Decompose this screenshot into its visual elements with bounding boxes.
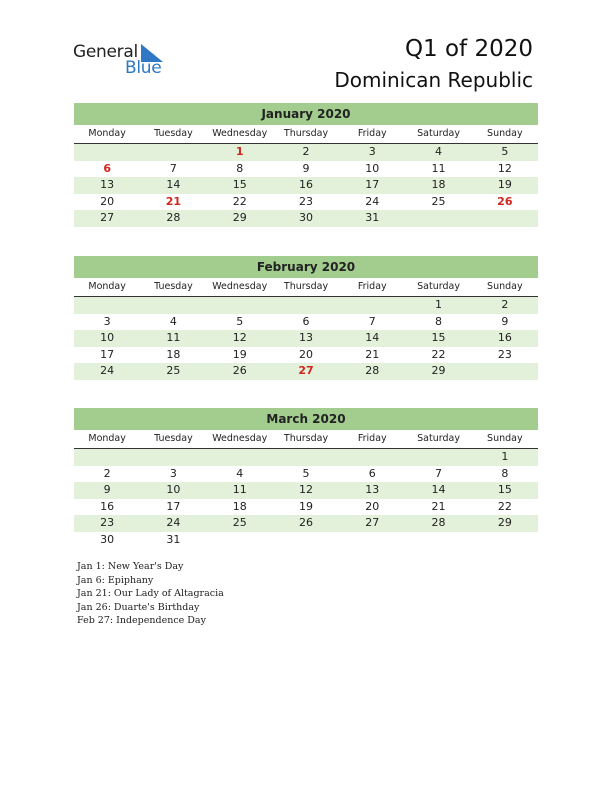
day-cell <box>472 363 538 380</box>
week-row <box>74 363 538 380</box>
holiday-note: Jan 1: New Year's Day <box>77 561 184 572</box>
weekday-label: Monday <box>88 281 126 292</box>
day-cell <box>74 297 140 314</box>
day-cell <box>405 532 471 549</box>
weekday-label: Wednesday <box>212 433 268 444</box>
weekday-label: Sunday <box>487 281 523 292</box>
day-cell <box>405 449 471 466</box>
day-cell: 2 <box>501 298 509 311</box>
weekday-label: Monday <box>88 433 126 444</box>
holiday-note: Jan 6: Epiphany <box>77 574 154 586</box>
day-cell: 4 <box>236 466 244 480</box>
month-header: February 2020 <box>74 256 538 278</box>
day-cell: 1 <box>235 145 244 158</box>
day-cell <box>207 449 273 466</box>
weekday-label: Thursday <box>283 281 329 292</box>
day-cell: 12 <box>232 331 247 345</box>
day-cell: 19 <box>497 178 512 192</box>
day-cell: 18 <box>431 178 446 192</box>
day-cell: 12 <box>298 483 313 497</box>
holiday-notes <box>77 560 224 628</box>
day-cell <box>273 449 339 466</box>
day-cell: 9 <box>501 314 509 328</box>
day-cell: 16 <box>497 331 512 345</box>
holiday-note: Jan 21: Our Lady of Altagracia <box>77 588 224 600</box>
week-row <box>74 194 538 211</box>
day-cell: 18 <box>232 499 247 513</box>
day-cell: 5 <box>236 314 244 328</box>
weeks <box>74 297 538 380</box>
month-header: January 2020 <box>74 103 538 125</box>
day-cell <box>273 297 339 314</box>
generalblue-logo <box>73 42 183 82</box>
weekday-label: Friday <box>357 128 387 139</box>
day-cell: 24 <box>166 516 181 530</box>
day-cell: 20 <box>100 194 115 208</box>
weeks <box>74 144 538 227</box>
day-cell: 30 <box>298 211 313 225</box>
day-cell: 21 <box>365 347 380 361</box>
day-cell <box>472 532 538 549</box>
day-cell: 3 <box>368 145 376 158</box>
day-cell <box>140 297 206 314</box>
day-cell: 19 <box>298 499 313 513</box>
day-cell: 25 <box>166 364 181 378</box>
month-calendar-february <box>74 256 538 380</box>
day-cell: 8 <box>236 161 244 175</box>
day-cell: 26 <box>497 194 513 208</box>
day-cell <box>339 532 405 549</box>
week-row <box>74 515 538 532</box>
weekday-label: Saturday <box>417 281 460 292</box>
day-cell: 20 <box>365 499 380 513</box>
day-cell: 11 <box>431 161 446 175</box>
weekday-label: Thursday <box>283 433 329 444</box>
day-cell: 29 <box>497 516 512 530</box>
day-cell: 15 <box>431 331 446 345</box>
day-cell: 3 <box>169 466 177 480</box>
weekday-label: Wednesday <box>212 128 268 139</box>
day-cell: 28 <box>365 364 380 378</box>
day-cell: 21 <box>165 194 182 208</box>
day-cell: 11 <box>166 331 181 345</box>
week-row <box>74 210 538 227</box>
day-cell: 7 <box>169 161 177 175</box>
day-cell <box>140 449 206 466</box>
day-cell: 27 <box>298 364 314 378</box>
weeks <box>74 449 538 549</box>
day-cell: 6 <box>368 466 376 480</box>
day-cell: 22 <box>232 194 247 208</box>
day-cell: 17 <box>166 499 181 513</box>
weekday-header-row <box>74 430 538 449</box>
day-cell <box>472 210 538 227</box>
weekday-header-row <box>74 125 538 144</box>
day-cell: 28 <box>166 211 181 225</box>
day-cell: 17 <box>100 347 115 361</box>
day-cell: 13 <box>365 483 380 497</box>
weekday-label: Tuesday <box>154 128 193 139</box>
weekday-label: Wednesday <box>212 281 268 292</box>
day-cell: 23 <box>298 194 313 208</box>
holiday-note: Feb 27: Independence Day <box>77 615 206 627</box>
day-cell <box>273 532 339 549</box>
day-cell <box>74 449 140 466</box>
day-cell: 11 <box>232 483 247 497</box>
day-cell: 27 <box>100 211 115 225</box>
day-cell: 3 <box>103 314 111 328</box>
week-row <box>74 297 538 314</box>
month-calendar-march <box>74 408 538 549</box>
weekday-label: Saturday <box>417 433 460 444</box>
day-cell: 7 <box>368 314 376 328</box>
day-cell: 24 <box>365 194 380 208</box>
day-cell <box>74 144 140 161</box>
day-cell: 22 <box>431 347 446 361</box>
month-calendar-january <box>74 103 538 227</box>
week-row <box>74 499 538 516</box>
day-cell: 28 <box>431 516 446 530</box>
day-cell: 14 <box>166 178 181 192</box>
day-cell <box>339 297 405 314</box>
day-cell: 26 <box>232 364 247 378</box>
day-cell: 5 <box>501 145 509 158</box>
day-cell: 14 <box>431 483 446 497</box>
day-cell: 6 <box>103 161 111 175</box>
weekday-label: Sunday <box>487 128 523 139</box>
day-cell: 22 <box>497 499 512 513</box>
day-cell: 13 <box>298 331 313 345</box>
logo-text-general: General <box>73 42 138 62</box>
day-cell: 14 <box>365 331 380 345</box>
day-cell: 4 <box>169 314 177 328</box>
day-cell <box>339 449 405 466</box>
day-cell: 25 <box>232 516 247 530</box>
day-cell <box>207 297 273 314</box>
day-cell: 23 <box>100 516 115 530</box>
day-cell: 9 <box>103 483 111 497</box>
day-cell: 19 <box>232 347 247 361</box>
day-cell: 12 <box>497 161 512 175</box>
day-cell: 10 <box>365 161 380 175</box>
day-cell <box>140 144 206 161</box>
weekday-label: Friday <box>357 281 387 292</box>
day-cell: 25 <box>431 194 446 208</box>
day-cell: 9 <box>302 161 310 175</box>
day-cell: 5 <box>302 466 310 480</box>
weekday-label: Sunday <box>487 433 523 444</box>
day-cell: 2 <box>103 466 111 480</box>
day-cell: 26 <box>298 516 313 530</box>
week-row <box>74 482 538 499</box>
day-cell: 1 <box>435 298 443 311</box>
day-cell: 16 <box>100 499 115 513</box>
week-row <box>74 161 538 178</box>
day-cell: 31 <box>365 211 380 225</box>
day-cell: 20 <box>298 347 313 361</box>
week-row <box>74 314 538 331</box>
week-row <box>74 449 538 466</box>
day-cell: 23 <box>497 347 512 361</box>
day-cell <box>405 210 471 227</box>
week-row <box>74 466 538 483</box>
month-header: March 2020 <box>74 408 538 430</box>
day-cell: 8 <box>435 314 443 328</box>
weekday-label: Thursday <box>283 128 329 139</box>
day-cell: 4 <box>435 145 443 158</box>
weekday-label: Monday <box>88 128 126 139</box>
week-row <box>74 532 538 549</box>
holiday-note: Jan 26: Duarte's Birthday <box>77 601 200 613</box>
day-cell: 8 <box>501 466 509 480</box>
weekday-label: Friday <box>357 433 387 444</box>
day-cell <box>207 532 273 549</box>
day-cell: 7 <box>435 466 443 480</box>
day-cell: 10 <box>166 483 181 497</box>
country-name: Dominican Republic <box>334 68 533 92</box>
week-row <box>74 347 538 364</box>
day-cell: 29 <box>431 364 446 378</box>
day-cell: 30 <box>100 532 115 546</box>
day-cell: 18 <box>166 347 181 361</box>
day-cell: 27 <box>365 516 380 530</box>
day-cell: 6 <box>302 314 310 328</box>
week-row <box>74 144 538 161</box>
day-cell: 31 <box>166 532 181 546</box>
day-cell: 13 <box>100 178 115 192</box>
weekday-label: Tuesday <box>154 281 193 292</box>
day-cell: 15 <box>497 483 512 497</box>
day-cell: 16 <box>298 178 313 192</box>
week-row <box>74 330 538 347</box>
logo-text-blue: Blue <box>125 58 162 78</box>
day-cell: 21 <box>431 499 446 513</box>
day-cell: 17 <box>365 178 380 192</box>
quarter-title: Q1 of 2020 <box>404 36 533 62</box>
day-cell: 15 <box>232 178 247 192</box>
day-cell: 29 <box>232 211 247 225</box>
week-row <box>74 177 538 194</box>
day-cell: 2 <box>302 145 310 158</box>
weekday-header-row <box>74 278 538 297</box>
day-cell: 1 <box>501 450 509 463</box>
day-cell: 10 <box>100 331 115 345</box>
day-cell: 24 <box>100 364 115 378</box>
weekday-label: Saturday <box>417 128 460 139</box>
weekday-label: Tuesday <box>154 433 193 444</box>
